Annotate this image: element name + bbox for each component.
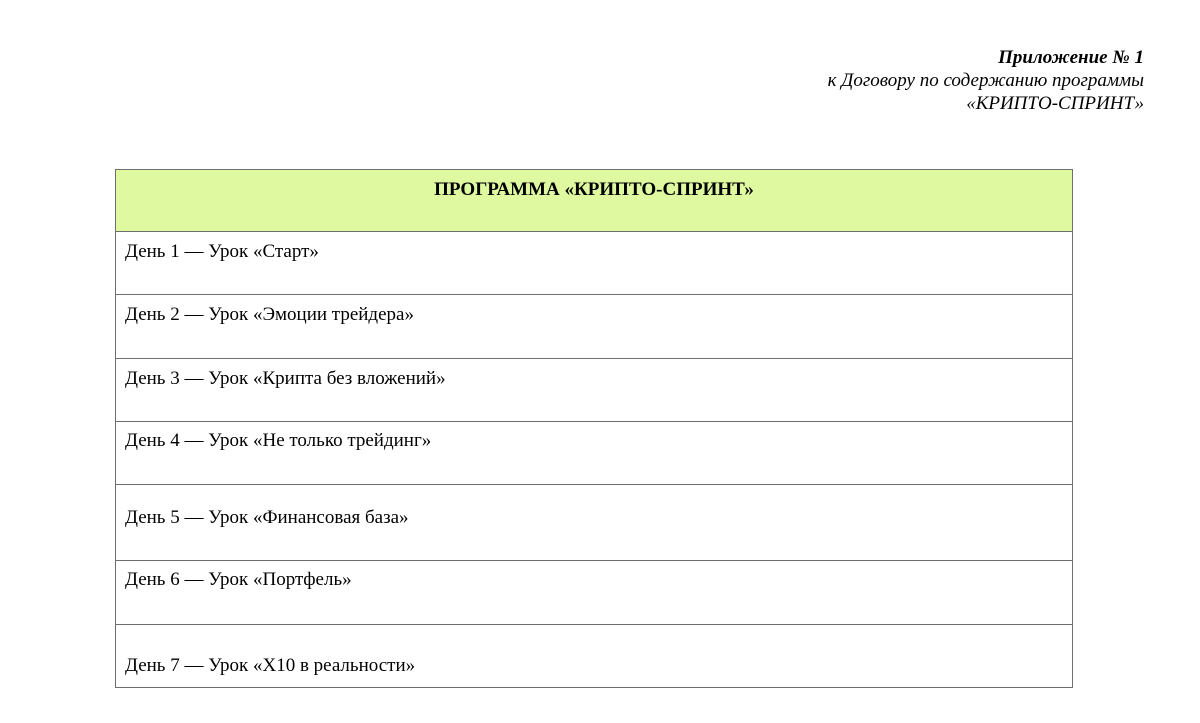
- table-row: [116, 625, 1073, 688]
- table-row: [116, 232, 1073, 295]
- table-row: [116, 422, 1073, 485]
- day-7-lesson: День 7 — Урок «X10 в реальности»: [116, 625, 1073, 688]
- day-5-lesson: День 5 — Урок «Финансовая база»: [116, 485, 1073, 561]
- appendix-title: Приложение № 1: [998, 47, 1144, 68]
- table-row: [116, 359, 1073, 422]
- day-6-lesson: День 6 — Урок «Портфель»: [116, 561, 1073, 625]
- day-2-lesson: День 2 — Урок «Эмоции трейдера»: [116, 295, 1073, 359]
- day-4-lesson: День 4 — Урок «Не только трейдинг»: [116, 422, 1073, 485]
- day-3-lesson: День 3 — Урок «Крипта без вложений»: [116, 359, 1073, 422]
- table-row: [116, 485, 1073, 561]
- program-heading-row: [116, 170, 1073, 232]
- day-1-lesson: День 1 — Урок «Старт»: [116, 232, 1073, 295]
- table-row: [116, 295, 1073, 359]
- appendix-program-name: «КРИПТО-СПРИНТ»: [966, 93, 1144, 114]
- appendix-contract-line: к Договору по содержанию программы: [827, 70, 1144, 91]
- program-table: [115, 169, 1073, 688]
- appendix-header: [544, 46, 1144, 115]
- program-heading: ПРОГРАММА «КРИПТО-СПРИНТ»: [116, 170, 1073, 232]
- table-row: [116, 561, 1073, 625]
